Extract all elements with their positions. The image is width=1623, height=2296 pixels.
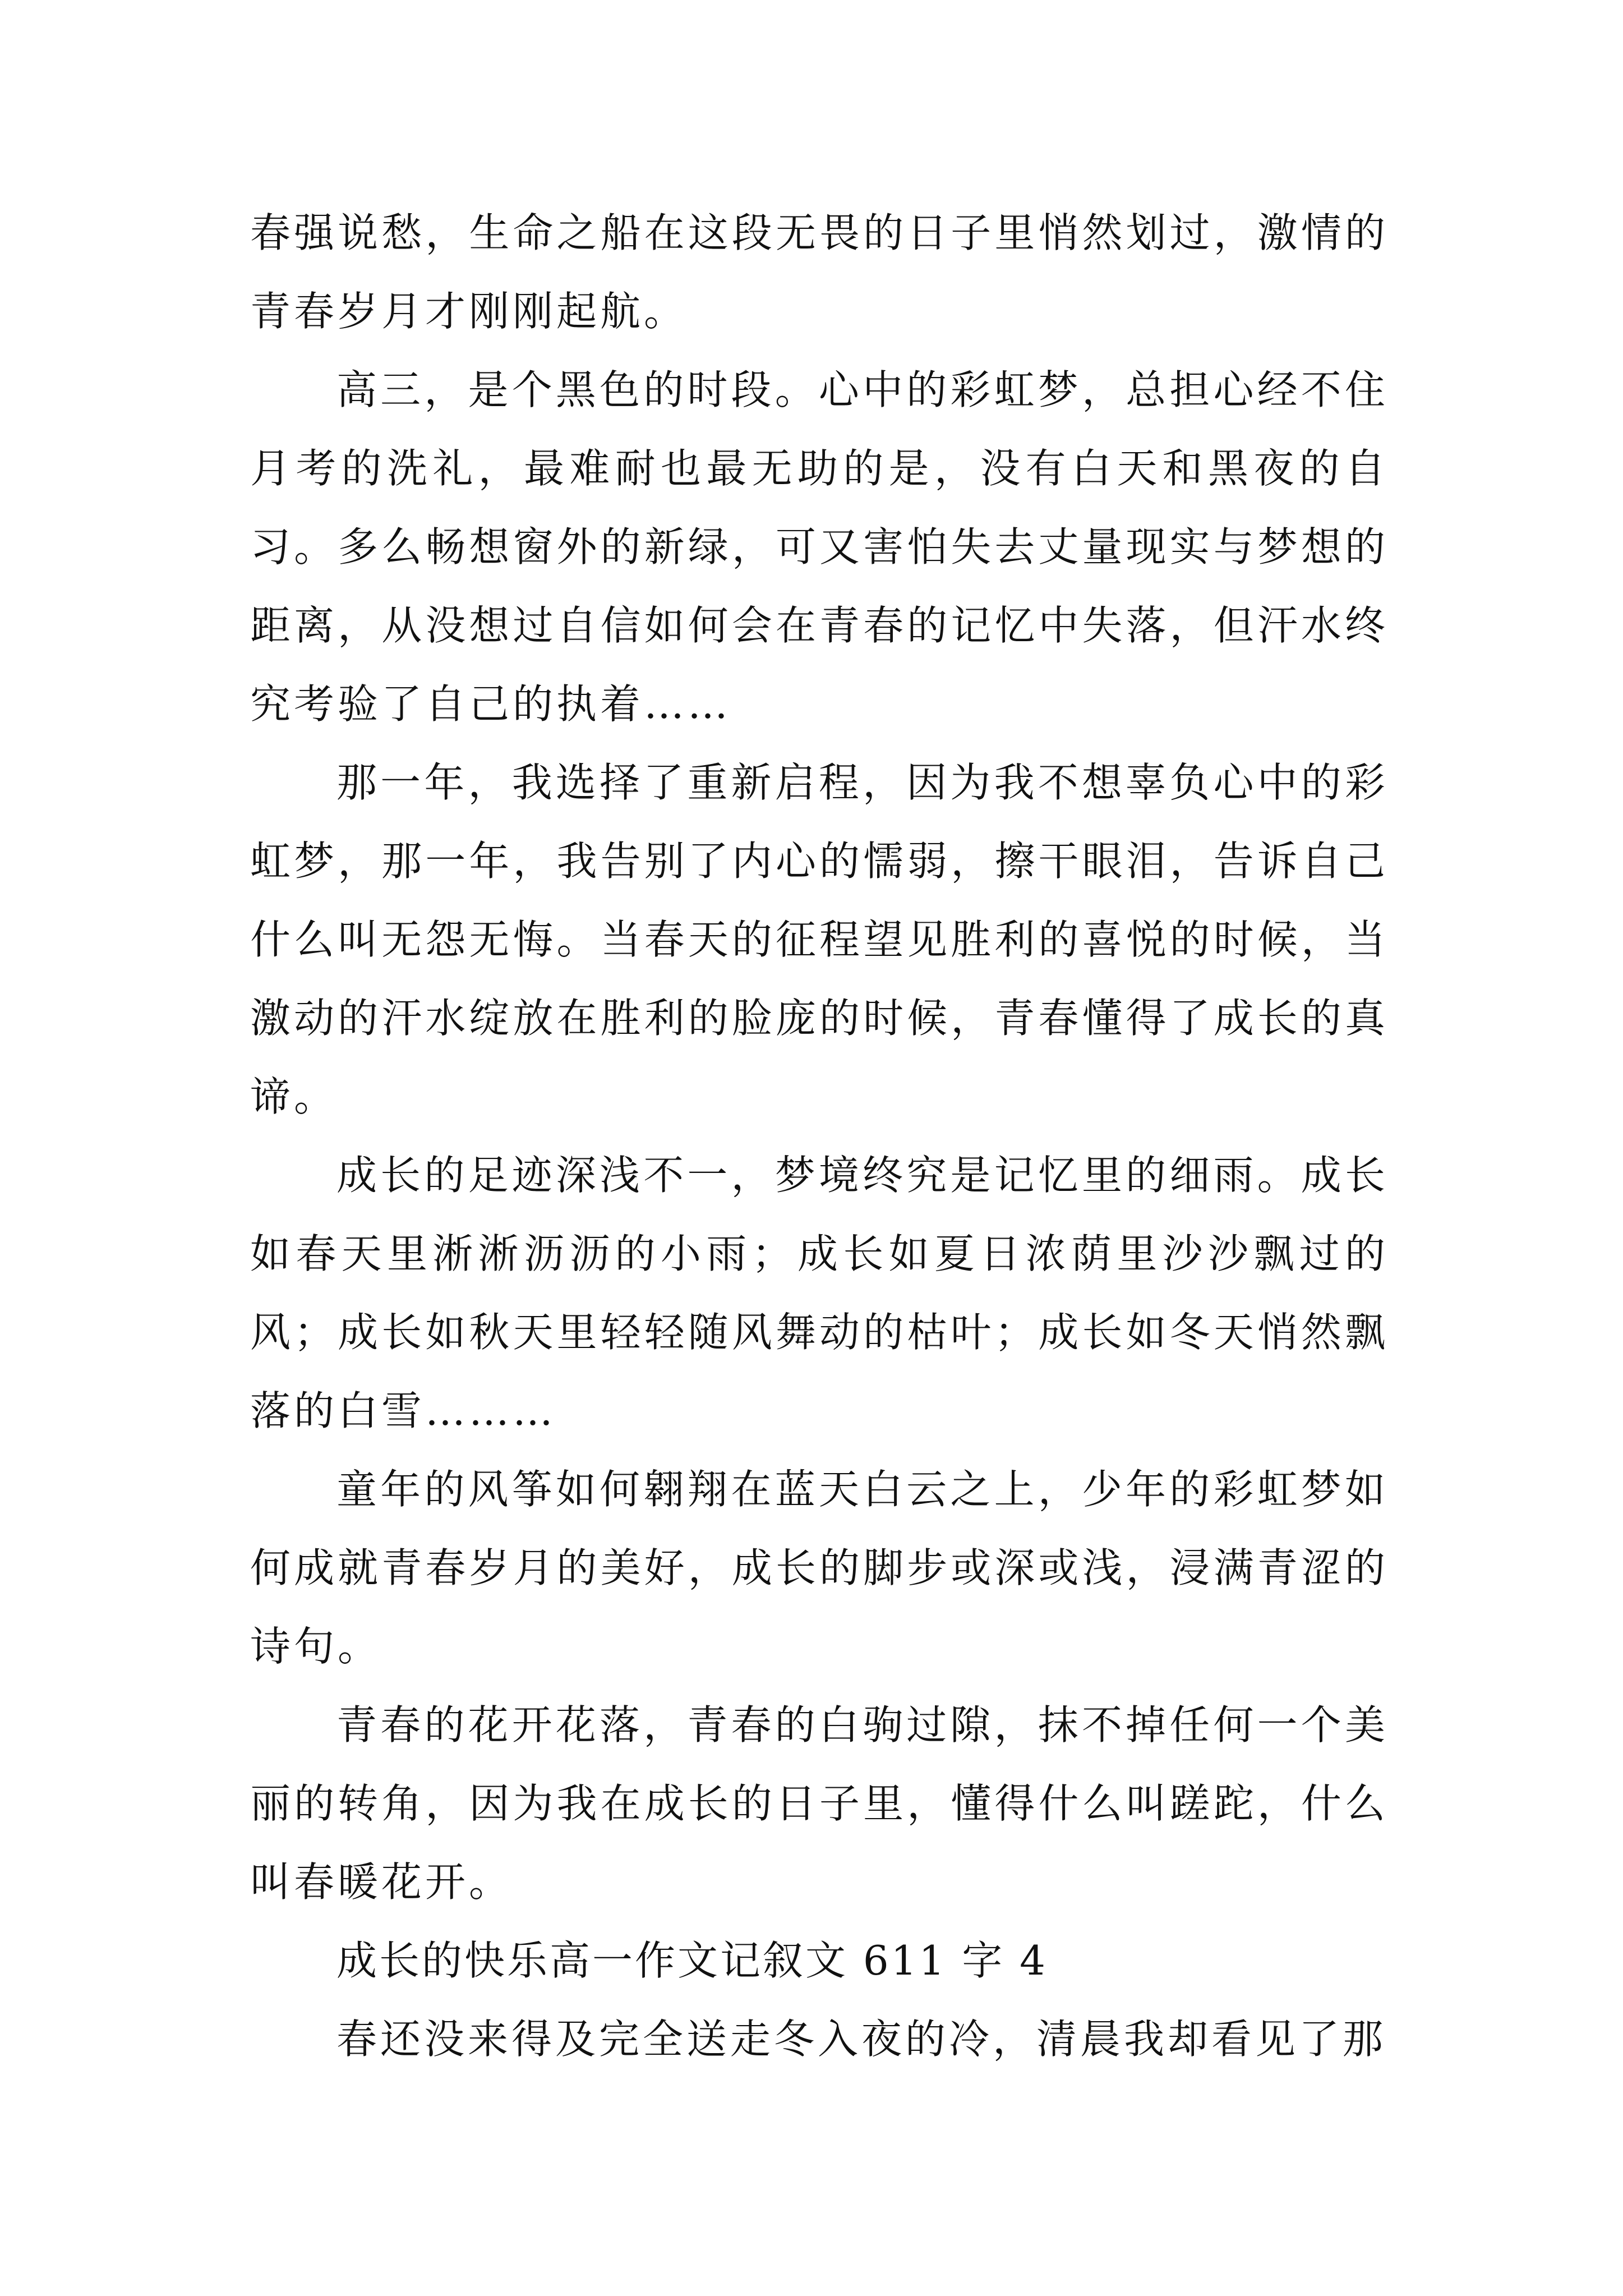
paragraph-4: 成长的足迹深浅不一，梦境终究是记忆里的细雨。成长如春天里淅淅沥沥的小雨；成长如夏日浓荫里沙沙飘过的风；成长如秋天里轻轻随风舞动的枯叶；成长如冬天悄然飘落的白雪………	[250, 1152, 1389, 1434]
paragraph-6: 青春的花开花落，青春的白驹过隙，抹不掉任何一个美丽的转角，因为我在成长的日子里，懂得什么叫蹉跎，什么叫春暖花开。	[250, 1701, 1389, 1906]
paragraph-1: 春强说愁，生命之船在这段无畏的日子里悄然划过，激情的青春岁月才刚刚起航。	[250, 209, 1389, 335]
paragraph-5: 童年的风筝如何翱翔在蓝天白云之上，少年的彩虹梦如何成就青春岁月的美好，成长的脚步或深或浅，浸满青涩的诗句。	[250, 1466, 1389, 1670]
document-body	[250, 194, 1389, 2078]
paragraph-3: 那一年，我选择了重新启程，因为我不想辜负心中的彩虹梦，那一年，我告别了内心的懦弱，擦干眼泪，告诉自己什么叫无怨无悔。当春天的征程望见胜利的喜悦的时候，当激动的汗水绽放在胜利的脸庞的时候，青春懂得了成长的真谛。	[250, 759, 1389, 1120]
section-heading: 成长的快乐高一作文记叙文 611 字 4	[336, 1937, 1048, 1984]
paragraph-2: 高三，是个黑色的时段。心中的彩虹梦，总担心经不住月考的洗礼，最难耐也最无助的是，没有白天和黑夜的自习。多么畅想窗外的新绿，可又害怕失去丈量现实与梦想的距离，从没想过自信如何会在青春的记忆中失落，但汗水终究考验了自己的执着……	[250, 366, 1389, 728]
paragraph-7: 春还没来得及完全送走冬入夜的冷，清晨我却看见了那	[336, 2016, 1387, 2063]
